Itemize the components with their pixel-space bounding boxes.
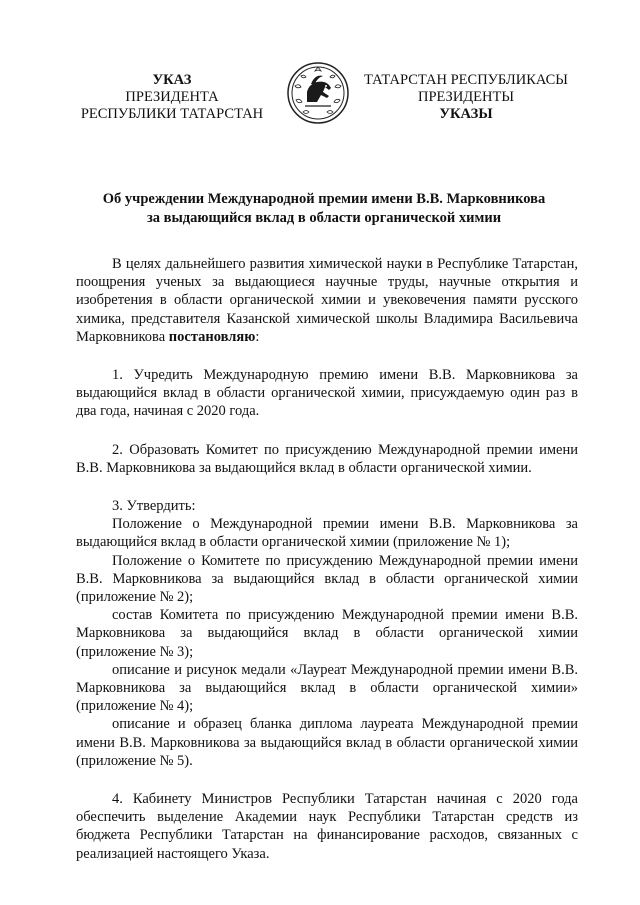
header-left-line2: ПРЕЗИДЕНТА [125,89,219,105]
item-3-sub-5: описание и образец бланка диплома лауреата Международной премии имени В.В. Марковникова за выдающийся вклад в области органической химии (приложение № 5). [76,716,578,769]
item-3-sub-1: Положение о Международной премии имени В.В. Марковникова за выдающийся вклад в области органической химии (приложение № 1); [76,516,578,551]
header-left-line1: УКАЗ [152,72,192,88]
item-3-sub-4: описание и рисунок медали «Лауреат Международной премии имени В.В. Марковникова за выдающийся вклад в области органической химии» (приложение № 4); [76,661,578,715]
header-right-line3: УКАЗЫ [439,106,493,122]
header-left-line3: РЕСПУБЛИКИ ТАТАРСТАН [80,106,264,122]
decree-word: постановляю [168,328,256,345]
decree-title-line2: за выдающийся вклад в области органической химии [146,210,502,226]
decree-title-line1: Об учреждении Международной премии имени В.В. Марковникова [102,191,546,207]
preamble-paragraph [76,255,578,346]
item-3-heading: 3. Утвердить: [112,498,196,515]
item-1: 1. Учредить Международную премию имени В.В. Марковникова за выдающийся вклад в области органической химии, присуждаемую один раз в два года, начиная с 2020 года. [76,367,578,420]
header-right-line1: ТАТАРСТАН РЕСПУБЛИКАСЫ [364,72,568,88]
preamble-text: В целях дальнейшего развития химической науки в Республике Татарстан, поощрения ученых за выдающиеся научные труды, научные открытия и изобретения в области органической химии и увековечения памяти русского химика, представителя Казанской химической школы Владимира Васильевича Марковникова [76,256,578,345]
preamble-colon: : [255,328,260,345]
decree-title [70,190,578,228]
item-3-sub-3: состав Комитета по присуждению Международной премии имени В.В. Марковникова за выдающийся вклад в области органической химии (приложение № 3); [76,607,578,660]
header-right-line2: ПРЕЗИДЕНТЫ [417,89,515,105]
decree-body [76,255,578,863]
header-right-tatar [356,72,576,123]
item-2: 2. Образовать Комитет по присуждению Международной премии имени В.В. Марковникова за выдающийся вклад в области органической химии. [76,441,578,476]
item-3-sub-2: Положение о Комитете по присуждению Международной премии имени В.В. Марковникова за выдающийся вклад в области органической химии (приложение № 2); [76,552,578,606]
header-left-russian [62,72,282,123]
item-4: 4. Кабинету Министров Республики Татарстан начиная с 2020 года обеспечить выделение Академии наук Республики Татарстан средств из бюджета Республики Татарстан на финансирование расходов, связанных с реализацией настоящего Указа. [76,791,578,862]
coat-of-arms-emblem-icon [287,62,349,124]
